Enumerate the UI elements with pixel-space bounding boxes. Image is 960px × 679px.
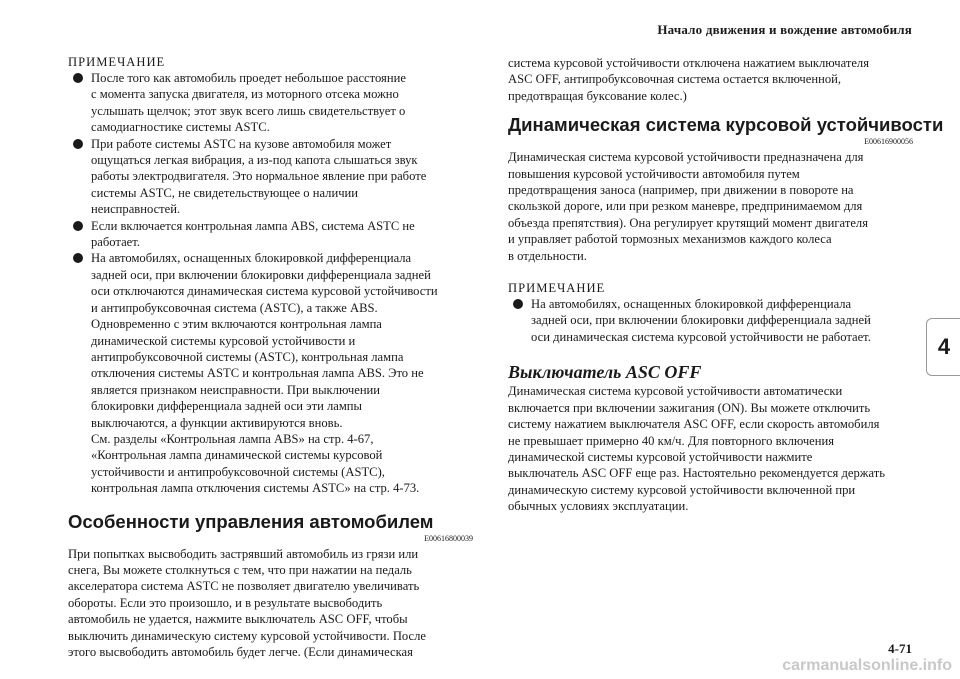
text-line: обороты. Если это произошло, и в результате высвободить [68, 595, 383, 610]
right-column [508, 55, 944, 515]
text-line: систему нажатием выключателя ASC OFF, если скорость автомобиля [508, 417, 880, 432]
text-line: После того как автомобиль проедет небольшое расстояние [91, 71, 406, 85]
text-line: На автомобилях, оснащенных блокировкой дифференциала [531, 297, 852, 312]
text-line: в отдельности. [508, 248, 587, 263]
text-line: система курсовой устойчивости отключена нажатием выключателя [508, 56, 870, 70]
bullet-dot-icon [513, 299, 523, 309]
text-line: См. разделы «Контрольная лампа ABS» на стр. 4-67, [91, 431, 374, 446]
text-line: предотвращая буксование колес.) [508, 88, 687, 103]
section-code: E00616800039 [424, 533, 473, 543]
section-title: Динамическая система курсовой устойчивости [508, 114, 944, 136]
text-line: задней оси, при включении блокировки дифференциала задней [531, 313, 871, 328]
text-line: работы электродвигателя. Это нормальное явление при работе [91, 169, 427, 184]
chapter-tab [926, 318, 960, 376]
text-line: работает. [91, 235, 140, 250]
note-bullet [508, 296, 913, 345]
text-line: ASC OFF, антипробуксовочная система остается включенной, [508, 72, 842, 87]
text-line: неисправностей. [91, 202, 181, 217]
text-line: антипробуксовочной системы (ASTC), контрольная лампа [91, 349, 404, 364]
text-line: акселератора система ASTC не позволяет двигателю увеличивать [68, 579, 420, 594]
bullet-dot-icon [73, 139, 83, 149]
note-bullet [68, 70, 473, 136]
text-line: снега, Вы можете столкнуться с тем, что при нажатии на педаль [68, 562, 412, 577]
text-line: автомобиль не удается, нажмите выключатель ASC OFF, чтобы [68, 612, 408, 627]
text-line: ощущаться легкая вибрация, а из-под капота слышаться звук [91, 153, 418, 168]
text-line: оси отключаются динамическая система курсовой устойчивости [91, 284, 438, 299]
text-line: системы ASTC, не свидетельствующее о наличии [91, 185, 359, 200]
watermark: carmanualsonline.info [782, 657, 952, 674]
text-line: блокировки дифференциала задней оси эти лампы [91, 399, 363, 414]
chapter-tab-label: 4 [937, 334, 951, 359]
text-line: включается при включении зажигания (ON). Вы можете отключить [508, 400, 871, 415]
text-line: и антипробуксовочная система (ASTC), а также ABS. [91, 300, 378, 315]
page-number: 4-71 [888, 641, 912, 656]
text-line: и управляет работой тормозных механизмов каждого колеса [508, 232, 832, 247]
text-line: устойчивости и антипробуксовочной системы (ASTC), [91, 464, 385, 479]
bullet-dot-icon [73, 253, 83, 263]
text-line: динамической системы курсовой устойчивости нажмите [508, 449, 813, 464]
text-line: выключить динамическую систему курсовой устойчивости. После [68, 628, 427, 643]
text-line: При работе системы ASTC на кузове автомобиля может [91, 136, 392, 151]
text-line: выключатель ASC OFF еще раз. Настоятельно рекомендуется держать [508, 466, 885, 481]
section-title: Особенности управления автомобилем [68, 510, 434, 532]
text-line: скользкой дороге, или при резком маневре, предпринимаемом для [508, 199, 863, 214]
text-line: самодиагностике системы ASTC. [91, 120, 270, 135]
text-line: выключаются, а функции активируются вновь. [91, 415, 343, 430]
text-line: Одновременно с этим включаются контрольная лампа [91, 317, 382, 332]
text-line: оси динамическая система курсовой устойчивости не работает. [531, 329, 871, 344]
text-line: динамическую систему курсовой устойчивости включенной при [508, 482, 856, 497]
text-line: с момента запуска двигателя, из моторного отсека можно [91, 87, 399, 102]
text-line: не превышает примерно 40 км/ч. Для повторного включения [508, 433, 835, 448]
section-code: E00616900056 [864, 137, 913, 147]
text-line: этого высвободить автомобиль будет легче. (Если динамическая [68, 645, 413, 659]
text-line: обычных условиях эксплуатации. [508, 499, 689, 514]
text-line: При попытках высвободить застрявший автомобиль из грязи или [68, 546, 419, 561]
text-line: объезда препятствия). Она регулирует крутящий момент двигателя [508, 215, 868, 230]
note-bullet [68, 250, 473, 496]
text-line: Если включается контрольная лампа ABS, система ASTC не [91, 218, 415, 233]
left-column [68, 54, 473, 660]
text-line: услышать щелчок; этот звук всего лишь свидетельствует о [91, 103, 406, 118]
text-line: задней оси, при включении блокировки дифференциала задней [91, 267, 431, 282]
text-line: повышения курсовой устойчивости автомобиля путем [508, 166, 800, 181]
text-line: динамической системы курсовой устойчивости и [91, 333, 356, 348]
text-line: предотвращения заноса (например, при движении в повороте на [508, 183, 854, 198]
bullet-dot-icon [73, 221, 83, 231]
text-line: «Контрольная лампа динамической системы курсовой [91, 448, 383, 463]
note-bullet [68, 136, 473, 218]
text-line: Динамическая система курсовой устойчивости автоматически [508, 384, 843, 399]
text-line: Динамическая система курсовой устойчивости предназначена для [508, 150, 864, 165]
text-line: является признаком неисправности. При выключении [91, 382, 381, 397]
note-title: ПРИМЕЧАНИЕ [508, 281, 606, 296]
subsection-title: Выключатель ASC OFF [508, 362, 702, 383]
note-bullet [68, 218, 473, 251]
text-line: контрольная лампа отключения системы ASTC» на стр. 4-73. [91, 481, 420, 496]
note-title: ПРИМЕЧАНИЕ [68, 55, 166, 69]
text-line: На автомобилях, оснащенных блокировкой дифференциала [91, 251, 412, 266]
page-header-title: Начало движения и вождение автомобиля [657, 22, 912, 37]
bullet-dot-icon [73, 73, 83, 83]
text-line: отключения системы ASTC и контрольная лампа ABS. Это не [91, 366, 424, 381]
